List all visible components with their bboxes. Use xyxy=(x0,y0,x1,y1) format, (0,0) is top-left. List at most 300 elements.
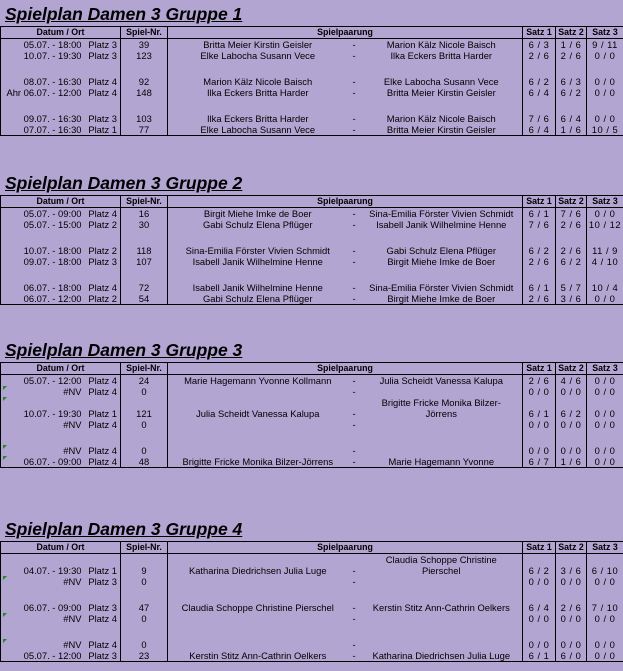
set-3-score: 6 / 10 xyxy=(587,565,623,576)
match-court: Platz 1 xyxy=(85,124,121,136)
column-header-spiel-nr: Spiel-Nr. xyxy=(121,27,168,39)
away-pair: Marion Kälz Nicole Baisch xyxy=(361,113,523,124)
set-3-score: 0 / 0 xyxy=(587,650,623,662)
spacer-row xyxy=(1,230,623,245)
match-number: 121 xyxy=(121,408,168,419)
match-row xyxy=(1,50,623,61)
set-3-score: 0 / 0 xyxy=(587,613,623,624)
set-3-score: 0 / 0 xyxy=(587,76,623,87)
set-2-score: 0 / 0 xyxy=(556,639,587,650)
match-row xyxy=(1,375,623,387)
set-1-score: 2 / 6 xyxy=(523,375,556,387)
match-row xyxy=(1,650,623,662)
set-1-score: 0 / 0 xyxy=(523,386,556,397)
match-number: 30 xyxy=(121,219,168,230)
match-number: 24 xyxy=(121,375,168,387)
match-court: Platz 1 xyxy=(85,408,121,419)
set-3-score: 0 / 0 xyxy=(587,293,623,305)
match-number xyxy=(121,554,168,566)
column-header-datum-ort: Datum / Ort xyxy=(1,196,121,208)
set-2-score: 3 / 6 xyxy=(556,565,587,576)
home-pair xyxy=(168,576,348,587)
match-row xyxy=(1,124,623,136)
column-header-satz-1: Satz 1 xyxy=(523,196,556,208)
header-row xyxy=(1,27,623,39)
group-4-table xyxy=(0,541,623,662)
set-2-score xyxy=(556,554,587,566)
versus-dash: - xyxy=(352,256,356,267)
group-2-table xyxy=(0,195,623,305)
home-pair xyxy=(168,445,348,456)
home-pair: Marie Hagemann Yvonne Kollmann xyxy=(184,375,332,386)
set-1-score: 6 / 3 xyxy=(523,39,556,51)
cell-indicator-icon xyxy=(3,639,7,643)
header-row xyxy=(1,196,623,208)
match-number: 54 xyxy=(121,293,168,305)
match-row xyxy=(1,219,623,230)
set-2-score: 6 / 2 xyxy=(556,408,587,419)
cell-indicator-icon xyxy=(3,576,7,580)
set-2-score: 0 / 0 xyxy=(556,386,587,397)
set-1-score: 7 / 6 xyxy=(523,113,556,124)
home-pair: Isabell Janik Wilhelmine Henne xyxy=(192,282,323,293)
match-court: Platz 1 xyxy=(85,565,121,576)
match-number: 92 xyxy=(121,76,168,87)
home-pair xyxy=(168,386,348,397)
set-3-score: 10 / 12 xyxy=(587,219,623,230)
match-row xyxy=(1,397,623,408)
match-number: 0 xyxy=(121,613,168,624)
match-court: Platz 4 xyxy=(85,613,121,624)
versus-dash: - xyxy=(352,76,356,87)
versus-dash: - xyxy=(352,456,356,467)
versus-dash: - xyxy=(352,565,356,576)
match-date: #NV xyxy=(1,386,85,397)
set-1-score xyxy=(523,554,556,566)
column-header-satz-2: Satz 2 xyxy=(556,27,587,39)
match-row xyxy=(1,408,623,419)
home-pair: Britta Meier Kirstin Geisler xyxy=(203,39,313,50)
home-pair: Elke Labocha Susann Vece xyxy=(200,124,316,135)
home-pair: Gabi Schulz Elena Pflüger xyxy=(203,293,313,304)
set-2-score: 0 / 0 xyxy=(556,576,587,587)
cell-indicator-icon xyxy=(3,386,7,390)
set-1-score: 0 / 0 xyxy=(523,576,556,587)
group-1-table xyxy=(0,26,623,136)
spacer-row xyxy=(1,61,623,76)
column-header-datum-ort: Datum / Ort xyxy=(1,27,121,39)
match-court: Platz 4 xyxy=(85,386,121,397)
column-header-satz-3: Satz 3 xyxy=(587,363,623,375)
match-date: 10.07. - 19:30 xyxy=(23,50,82,61)
column-header-spielpaarung: Spielpaarung xyxy=(168,27,523,39)
group-3-table xyxy=(0,362,623,468)
set-2-score: 1 / 6 xyxy=(556,456,587,468)
column-header-satz-1: Satz 1 xyxy=(523,363,556,375)
match-date: 05.07. - 09:00 xyxy=(23,208,82,219)
set-1-score: 6 / 1 xyxy=(523,282,556,293)
away-pair: Elke Labocha Susann Vece xyxy=(361,76,523,87)
match-row xyxy=(1,576,623,587)
versus-dash xyxy=(348,554,361,566)
set-1-score: 6 / 2 xyxy=(523,245,556,256)
set-2-score: 6 / 4 xyxy=(556,113,587,124)
group-2-title: Spielplan Damen 3 Gruppe 2 xyxy=(5,173,243,193)
set-3-score: 10 / 5 xyxy=(587,124,623,136)
group-1-title: Spielplan Damen 3 Gruppe 1 xyxy=(5,4,243,24)
set-3-score: 11 / 9 xyxy=(587,245,623,256)
away-pair: Julia Scheidt Vanessa Kalupa xyxy=(361,375,523,387)
versus-dash: - xyxy=(352,245,356,256)
column-header-satz-2: Satz 2 xyxy=(556,542,587,554)
set-2-score: 6 / 2 xyxy=(556,87,587,98)
versus-dash: - xyxy=(352,124,356,135)
match-number: 23 xyxy=(121,650,168,662)
versus-dash: - xyxy=(352,293,356,304)
column-header-satz-2: Satz 2 xyxy=(556,196,587,208)
match-date: 10.07. - 19:30 xyxy=(23,408,82,419)
match-date: #NV xyxy=(1,576,85,587)
column-header-datum-ort: Datum / Ort xyxy=(1,542,121,554)
set-2-score: 6 / 2 xyxy=(556,256,587,267)
home-pair: Gabi Schulz Elena Pflüger xyxy=(203,219,313,230)
set-2-score: 2 / 6 xyxy=(556,602,587,613)
spacer-row xyxy=(1,430,623,445)
set-3-score: 0 / 0 xyxy=(587,408,623,419)
match-row xyxy=(1,76,623,87)
versus-dash: - xyxy=(352,282,356,293)
match-date: 05.07. - 15:00 xyxy=(23,219,82,230)
versus-dash: - xyxy=(352,650,356,661)
set-2-score: 2 / 6 xyxy=(556,50,587,61)
match-number: 123 xyxy=(121,50,168,61)
set-3-score: 0 / 0 xyxy=(587,386,623,397)
match-date: 08.07. - 16:30 xyxy=(23,76,82,87)
header-row xyxy=(1,363,623,375)
column-header-spiel-nr: Spiel-Nr. xyxy=(121,363,168,375)
column-header-spielpaarung: Spielpaarung xyxy=(168,363,523,375)
match-row xyxy=(1,445,623,456)
match-date: #NV xyxy=(1,613,85,624)
versus-dash: - xyxy=(352,639,356,650)
home-pair xyxy=(168,613,348,624)
set-2-score: 1 / 6 xyxy=(556,39,587,51)
set-1-score: 2 / 6 xyxy=(523,50,556,61)
set-1-score xyxy=(523,397,556,408)
cell-indicator-icon xyxy=(3,613,7,617)
cell-indicator-icon xyxy=(3,456,7,460)
set-1-score: 6 / 4 xyxy=(523,124,556,136)
cell-indicator-icon xyxy=(3,397,7,401)
away-pair: Birgit Miehe Imke de Boer xyxy=(361,293,523,305)
match-row xyxy=(1,386,623,397)
group-4-title: Spielplan Damen 3 Gruppe 4 xyxy=(5,519,243,539)
match-date: #NV xyxy=(1,639,85,650)
away-pair: Pierschel xyxy=(361,565,523,576)
set-1-score: 6 / 2 xyxy=(523,76,556,87)
match-court: Platz 4 xyxy=(85,208,121,220)
set-2-score: 2 / 6 xyxy=(556,219,587,230)
spacer-row xyxy=(1,624,623,639)
set-2-score: 4 / 6 xyxy=(556,375,587,387)
set-3-score: 10 / 4 xyxy=(587,282,623,293)
match-row xyxy=(1,87,623,98)
set-3-score: 0 / 0 xyxy=(587,419,623,430)
match-court: Platz 4 xyxy=(85,456,121,468)
column-header-satz-3: Satz 3 xyxy=(587,196,623,208)
home-pair xyxy=(168,554,348,566)
away-pair xyxy=(361,613,523,624)
match-court: Platz 3 xyxy=(85,602,121,613)
set-3-score xyxy=(587,397,623,408)
set-2-score: 6 / 0 xyxy=(556,650,587,662)
set-3-score: 7 / 10 xyxy=(587,602,623,613)
home-pair: Ilka Eckers Britta Harder xyxy=(206,113,309,124)
spacer-row xyxy=(1,98,623,113)
away-pair: Britta Meier Kirstin Geisler xyxy=(361,124,523,136)
match-date: 06.07. - 09:00 xyxy=(1,456,85,468)
match-row xyxy=(1,293,623,305)
away-pair xyxy=(361,639,523,650)
match-court: Platz 4 xyxy=(85,639,121,650)
match-court: Platz 4 xyxy=(85,375,121,387)
set-1-score: 0 / 0 xyxy=(523,445,556,456)
home-pair: Sina-Emilia Förster Vivien Schmidt xyxy=(185,245,330,256)
set-2-score: 7 / 6 xyxy=(556,208,587,220)
match-number: 0 xyxy=(121,386,168,397)
set-2-score: 6 / 3 xyxy=(556,76,587,87)
set-1-score: 0 / 0 xyxy=(523,419,556,430)
match-number: 47 xyxy=(121,602,168,613)
match-row xyxy=(1,639,623,650)
match-number: 77 xyxy=(121,124,168,136)
versus-dash: - xyxy=(352,602,356,613)
match-date: 10.07. - 18:00 xyxy=(23,245,82,256)
versus-dash: - xyxy=(352,419,356,430)
away-pair: Ilka Eckers Britta Harder xyxy=(361,50,523,61)
away-pair xyxy=(361,419,523,430)
away-pair: Jörrens xyxy=(361,408,523,419)
away-pair xyxy=(361,445,523,456)
match-court: Platz 3 xyxy=(85,39,121,51)
match-court: Platz 3 xyxy=(85,113,121,124)
set-1-score: 6 / 1 xyxy=(523,650,556,662)
match-court: Platz 2 xyxy=(85,293,121,305)
match-row xyxy=(1,554,623,566)
group-3-title: Spielplan Damen 3 Gruppe 3 xyxy=(5,340,243,360)
match-number: 118 xyxy=(121,245,168,256)
away-pair: Claudia Schoppe Christine xyxy=(361,554,523,566)
match-court: Platz 4 xyxy=(85,445,121,456)
away-pair: Marion Kälz Nicole Baisch xyxy=(361,39,523,51)
match-row xyxy=(1,113,623,124)
set-3-score: 4 / 10 xyxy=(587,256,623,267)
match-number: 148 xyxy=(121,87,168,98)
home-pair: Katharina Diedrichsen Julia Luge xyxy=(188,565,327,576)
set-3-score: 0 / 0 xyxy=(587,87,623,98)
home-pair: Kerstin Stitz Ann-Cathrin Oelkers xyxy=(189,650,327,661)
column-header-spiel-nr: Spiel-Nr. xyxy=(121,196,168,208)
match-court: Platz 4 xyxy=(85,282,121,293)
match-court xyxy=(85,554,121,566)
match-date: 06.07. - 09:00 xyxy=(23,602,82,613)
away-pair: Marie Hagemann Yvonne xyxy=(361,456,523,468)
match-number: 0 xyxy=(121,639,168,650)
set-1-score: 0 / 0 xyxy=(523,639,556,650)
set-3-score: 0 / 0 xyxy=(587,445,623,456)
set-2-score: 0 / 0 xyxy=(556,445,587,456)
match-date: 07.07. - 16:30 xyxy=(23,124,82,135)
home-pair xyxy=(168,639,348,650)
match-number: 0 xyxy=(121,419,168,430)
set-3-score: 0 / 0 xyxy=(587,639,623,650)
versus-dash xyxy=(348,397,361,408)
versus-dash: - xyxy=(352,87,356,98)
versus-dash: - xyxy=(352,445,356,456)
match-row xyxy=(1,565,623,576)
set-1-score: 2 / 6 xyxy=(523,293,556,305)
away-pair: Sina-Emilia Förster Vivien Schmidt xyxy=(361,282,523,293)
home-pair: Marion Kälz Nicole Baisch xyxy=(203,76,313,87)
match-row xyxy=(1,613,623,624)
column-header-satz-1: Satz 1 xyxy=(523,27,556,39)
set-2-score: 0 / 0 xyxy=(556,419,587,430)
match-date xyxy=(1,554,85,566)
match-court: Platz 4 xyxy=(85,419,121,430)
match-number: 72 xyxy=(121,282,168,293)
match-court: Platz 3 xyxy=(85,50,121,61)
match-row xyxy=(1,245,623,256)
home-pair: Birgit Miehe Imke de Boer xyxy=(203,208,312,219)
home-pair: Ilka Eckers Britta Harder xyxy=(206,87,309,98)
match-number: 0 xyxy=(121,445,168,456)
match-court: Platz 3 xyxy=(85,650,121,662)
home-pair: Isabell Janik Wilhelmine Henne xyxy=(192,256,323,267)
away-pair: Isabell Janik Wilhelmine Henne xyxy=(361,219,523,230)
set-2-score: 5 / 7 xyxy=(556,282,587,293)
column-header-spielpaarung: Spielpaarung xyxy=(168,196,523,208)
set-3-score: 0 / 0 xyxy=(587,375,623,387)
column-header-spiel-nr: Spiel-Nr. xyxy=(121,542,168,554)
set-3-score: 0 / 0 xyxy=(587,50,623,61)
match-number: 39 xyxy=(121,39,168,51)
versus-dash: - xyxy=(352,576,356,587)
match-date: 05.07. - 18:00 xyxy=(23,39,82,50)
column-header-datum-ort: Datum / Ort xyxy=(1,363,121,375)
match-court: Platz 3 xyxy=(85,256,121,267)
set-3-score xyxy=(587,554,623,566)
versus-dash: - xyxy=(352,386,356,397)
away-pair xyxy=(361,386,523,397)
match-number: 0 xyxy=(121,576,168,587)
match-number: 16 xyxy=(121,208,168,220)
away-pair: Britta Meier Kirstin Geisler xyxy=(361,87,523,98)
match-court: Platz 2 xyxy=(85,219,121,230)
match-date: 05.07. - 12:00 xyxy=(23,650,82,661)
column-header-satz-1: Satz 1 xyxy=(523,542,556,554)
set-1-score: 6 / 1 xyxy=(523,408,556,419)
set-2-score: 2 / 6 xyxy=(556,245,587,256)
away-pair: Gabi Schulz Elena Pflüger xyxy=(361,245,523,256)
match-row xyxy=(1,456,623,468)
set-2-score: 0 / 0 xyxy=(556,613,587,624)
match-court: Platz 3 xyxy=(85,576,121,587)
away-pair xyxy=(361,576,523,587)
home-pair: Julia Scheidt Vanessa Kalupa xyxy=(196,408,320,419)
match-date xyxy=(1,397,85,408)
spacer-row xyxy=(1,587,623,602)
away-pair: Birgit Miehe Imke de Boer xyxy=(361,256,523,267)
versus-dash: - xyxy=(352,408,356,419)
versus-dash: - xyxy=(352,613,356,624)
set-1-score: 7 / 6 xyxy=(523,219,556,230)
versus-dash: - xyxy=(352,113,356,124)
cell-indicator-icon xyxy=(3,445,7,449)
spacer-row xyxy=(1,267,623,282)
match-row xyxy=(1,282,623,293)
match-number: 48 xyxy=(121,456,168,468)
column-header-spielpaarung: Spielpaarung xyxy=(168,542,523,554)
column-header-satz-3: Satz 3 xyxy=(587,542,623,554)
set-3-score: 0 / 0 xyxy=(587,576,623,587)
set-1-score: 6 / 2 xyxy=(523,565,556,576)
match-date: 04.07. - 19:30 xyxy=(23,565,82,576)
match-number: 107 xyxy=(121,256,168,267)
match-number: 9 xyxy=(121,565,168,576)
match-date: 06.07. - 12:00 xyxy=(23,293,82,304)
match-date: 09.07. - 16:30 xyxy=(23,113,82,124)
home-pair xyxy=(168,397,348,408)
away-pair: Sina-Emilia Förster Vivien Schmidt xyxy=(361,208,523,220)
set-1-score: 0 / 0 xyxy=(523,613,556,624)
match-date: 05.07. - 12:00 xyxy=(23,375,82,386)
versus-dash: - xyxy=(352,39,356,50)
match-court: Platz 4 xyxy=(85,87,121,98)
column-header-satz-2: Satz 2 xyxy=(556,363,587,375)
set-3-score: 0 / 0 xyxy=(587,208,623,220)
versus-dash: - xyxy=(352,50,356,61)
home-pair xyxy=(168,419,348,430)
away-pair: Kerstin Stitz Ann-Cathrin Oelkers xyxy=(361,602,523,613)
set-2-score xyxy=(556,397,587,408)
set-3-score: 0 / 0 xyxy=(587,456,623,468)
match-court: Platz 2 xyxy=(85,245,121,256)
match-date: Ahr 06.07. - 12:00 xyxy=(6,87,82,98)
versus-dash: - xyxy=(352,375,356,386)
versus-dash: - xyxy=(352,219,356,230)
match-row xyxy=(1,602,623,613)
match-row xyxy=(1,419,623,430)
away-pair: Brigitte Fricke Monika Bilzer- xyxy=(361,397,523,408)
set-2-score: 3 / 6 xyxy=(556,293,587,305)
match-number xyxy=(121,397,168,408)
match-date: 09.07. - 18:00 xyxy=(23,256,82,267)
match-row xyxy=(1,208,623,220)
home-pair: Claudia Schoppe Christine Pierschel xyxy=(181,602,334,613)
set-2-score: 1 / 6 xyxy=(556,124,587,136)
match-row xyxy=(1,39,623,51)
set-1-score: 6 / 4 xyxy=(523,87,556,98)
set-1-score: 6 / 7 xyxy=(523,456,556,468)
match-row xyxy=(1,256,623,267)
match-number: 103 xyxy=(121,113,168,124)
set-1-score: 6 / 4 xyxy=(523,602,556,613)
match-date: #NV xyxy=(63,419,82,430)
versus-dash: - xyxy=(352,208,356,219)
header-row xyxy=(1,542,623,554)
set-3-score: 0 / 0 xyxy=(587,113,623,124)
set-3-score: 9 / 11 xyxy=(587,39,623,51)
